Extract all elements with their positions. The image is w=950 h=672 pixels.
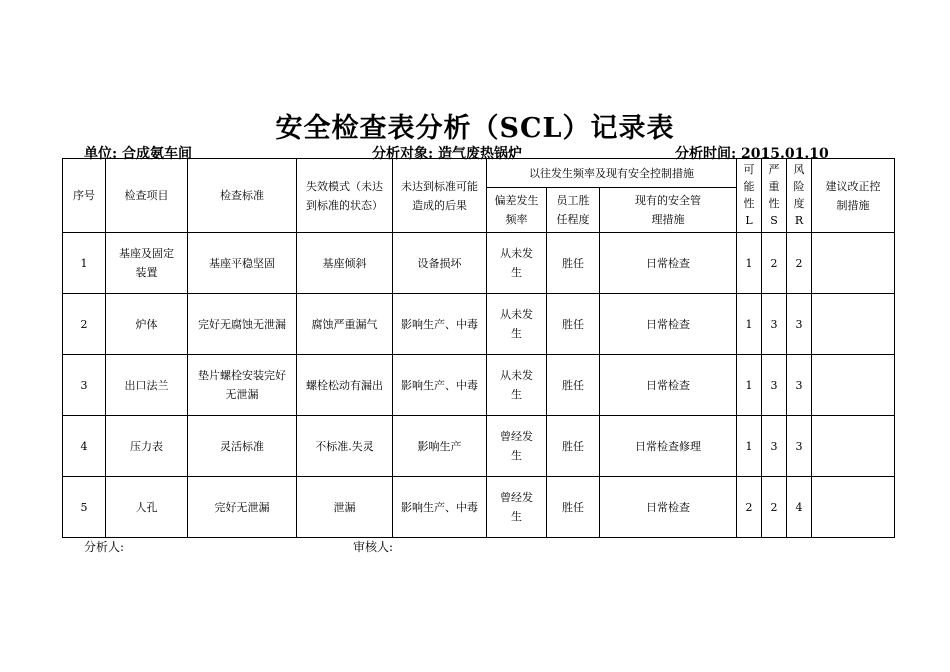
cell-seq: 4 bbox=[63, 416, 106, 477]
cell-consequence: 设备损坏 bbox=[393, 233, 487, 294]
cell-S: 3 bbox=[762, 416, 787, 477]
cell-frequency: 从未发生 bbox=[487, 294, 547, 355]
cell-measures: 日常检查 bbox=[600, 233, 737, 294]
table-row bbox=[63, 233, 895, 294]
cell-item: 基座及固定装置 bbox=[106, 233, 188, 294]
table-row bbox=[63, 355, 895, 416]
header-staff-competence: 员工胜任程度 bbox=[547, 188, 600, 233]
cell-suggestion bbox=[812, 477, 895, 538]
cell-frequency: 从未发生 bbox=[487, 355, 547, 416]
cell-standard: 基座平稳坚固 bbox=[188, 233, 297, 294]
cell-failure: 腐蚀严重漏气 bbox=[297, 294, 393, 355]
header-suggestion: 建议改正控制措施 bbox=[812, 159, 895, 233]
cell-failure: 基座倾斜 bbox=[297, 233, 393, 294]
scl-record-table bbox=[62, 158, 895, 538]
cell-seq: 3 bbox=[63, 355, 106, 416]
table-row bbox=[63, 294, 895, 355]
cell-suggestion bbox=[812, 294, 895, 355]
cell-item: 人孔 bbox=[106, 477, 188, 538]
cell-staff: 胜任 bbox=[547, 294, 600, 355]
cell-R: 3 bbox=[787, 416, 812, 477]
analysis-object-label: 分析对象: 造气废热锅炉 bbox=[372, 146, 523, 162]
cell-measures: 日常检查 bbox=[600, 477, 737, 538]
cell-consequence: 影响生产、中毒 bbox=[393, 294, 487, 355]
header-seq: 序号 bbox=[63, 159, 106, 233]
header-deviation-frequency: 偏差发生频率 bbox=[487, 188, 547, 233]
cell-R: 3 bbox=[787, 294, 812, 355]
cell-seq: 2 bbox=[63, 294, 106, 355]
cell-S: 3 bbox=[762, 355, 787, 416]
cell-standard: 完好无腐蚀无泄漏 bbox=[188, 294, 297, 355]
header-item: 检查项目 bbox=[106, 159, 188, 233]
table-row bbox=[63, 416, 895, 477]
cell-L: 1 bbox=[737, 294, 762, 355]
cell-suggestion bbox=[812, 355, 895, 416]
header-existing-measures: 现有的安全管理措施 bbox=[600, 188, 737, 233]
cell-failure: 泄漏 bbox=[297, 477, 393, 538]
reviewer-label: 审核人: bbox=[353, 540, 394, 554]
cell-R: 3 bbox=[787, 355, 812, 416]
cell-standard: 垫片螺栓安装完好无泄漏 bbox=[188, 355, 297, 416]
header-standard: 检查标准 bbox=[188, 159, 297, 233]
cell-item: 出口法兰 bbox=[106, 355, 188, 416]
cell-staff: 胜任 bbox=[547, 233, 600, 294]
header-severity: 严重性S bbox=[762, 159, 787, 233]
header-risk: 风险度R bbox=[787, 159, 812, 233]
cell-failure: 不标准.失灵 bbox=[297, 416, 393, 477]
cell-consequence: 影响生产、中毒 bbox=[393, 355, 487, 416]
cell-L: 1 bbox=[737, 233, 762, 294]
cell-frequency: 曾经发生 bbox=[487, 477, 547, 538]
cell-staff: 胜任 bbox=[547, 416, 600, 477]
cell-seq: 5 bbox=[63, 477, 106, 538]
cell-S: 3 bbox=[762, 294, 787, 355]
cell-measures: 日常检查修理 bbox=[600, 416, 737, 477]
cell-measures: 日常检查 bbox=[600, 355, 737, 416]
cell-R: 4 bbox=[787, 477, 812, 538]
cell-S: 2 bbox=[762, 477, 787, 538]
cell-suggestion bbox=[812, 233, 895, 294]
cell-item: 炉体 bbox=[106, 294, 188, 355]
cell-consequence: 影响生产、中毒 bbox=[393, 477, 487, 538]
cell-frequency: 曾经发生 bbox=[487, 416, 547, 477]
analysis-time-label: 分析时间: 2015.01.10 bbox=[675, 146, 829, 162]
cell-standard: 完好无泄漏 bbox=[188, 477, 297, 538]
unit-label: 单位: 合成氨车间 bbox=[84, 146, 193, 162]
cell-frequency: 从未发生 bbox=[487, 233, 547, 294]
header-failure-mode: 失效模式（未达到标准的状态） bbox=[297, 159, 393, 233]
header-consequence: 未达到标准可能造成的后果 bbox=[393, 159, 487, 233]
cell-staff: 胜任 bbox=[547, 477, 600, 538]
cell-L: 1 bbox=[737, 416, 762, 477]
cell-seq: 1 bbox=[63, 233, 106, 294]
cell-S: 2 bbox=[762, 233, 787, 294]
cell-measures: 日常检查 bbox=[600, 294, 737, 355]
cell-consequence: 影响生产 bbox=[393, 416, 487, 477]
cell-standard: 灵活标准 bbox=[188, 416, 297, 477]
document-title: 安全检查表分析（SCL）记录表 bbox=[275, 113, 675, 144]
cell-failure: 螺栓松动有漏出 bbox=[297, 355, 393, 416]
cell-R: 2 bbox=[787, 233, 812, 294]
cell-staff: 胜任 bbox=[547, 355, 600, 416]
analyst-label: 分析人: bbox=[84, 540, 125, 554]
header-likelihood: 可能性L bbox=[737, 159, 762, 233]
cell-suggestion bbox=[812, 416, 895, 477]
cell-L: 2 bbox=[737, 477, 762, 538]
cell-item: 压力表 bbox=[106, 416, 188, 477]
header-row-1 bbox=[63, 159, 895, 188]
cell-L: 1 bbox=[737, 355, 762, 416]
header-frequency-group: 以往发生频率及现有安全控制措施 bbox=[487, 159, 737, 188]
table-row bbox=[63, 477, 895, 538]
